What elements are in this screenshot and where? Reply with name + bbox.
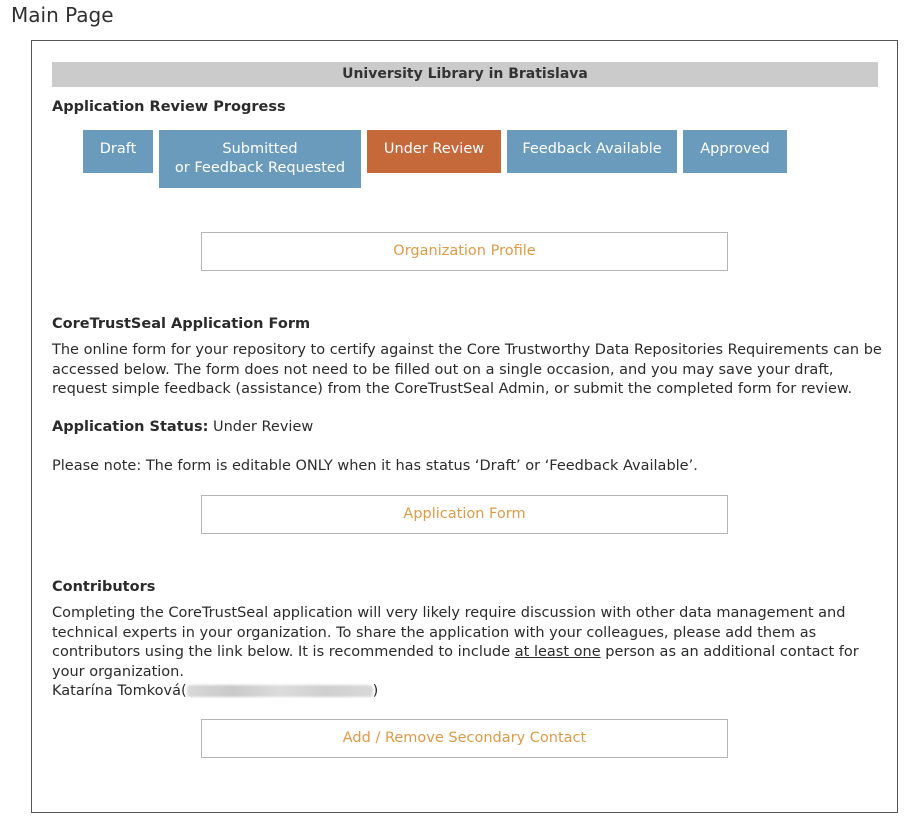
organization-banner: University Library in Bratislava bbox=[52, 62, 878, 87]
status-value: Under Review bbox=[208, 419, 314, 435]
progress-title: Application Review Progress bbox=[52, 99, 286, 115]
at-least-one-text: at least one bbox=[514, 644, 601, 660]
progress-step-submitted[interactable] bbox=[159, 130, 361, 188]
progress-step-label: Draft bbox=[99, 141, 137, 157]
editable-note: Please note: The form is editable ONLY when it has status ‘Draft’ or ‘Feedback Available’. bbox=[52, 458, 698, 474]
progress-step-label: Under Review bbox=[383, 141, 485, 157]
contributors-description bbox=[52, 604, 882, 682]
application-form-link[interactable]: Application Form bbox=[201, 495, 728, 534]
page-title: Main Page bbox=[11, 3, 114, 27]
organization-profile-link[interactable]: Organization Profile bbox=[201, 232, 728, 271]
contributors-text: Completing the CoreTrustSeal application will very likely require discussion with other data management and technical experts in your organization. To share the application with your colleagues, please add them as contributors using the link below. It is recommended to include bbox=[52, 605, 846, 660]
application-form-title: CoreTrustSeal Application Form bbox=[52, 316, 311, 332]
application-status bbox=[52, 419, 313, 435]
progress-step-approved[interactable] bbox=[683, 130, 787, 173]
progress-step-label: Approved bbox=[700, 141, 770, 157]
secondary-contact-link[interactable]: Add / Remove Secondary Contact bbox=[201, 719, 728, 758]
progress-step-label: Submitted bbox=[222, 141, 298, 157]
status-label: Application Status: bbox=[52, 419, 209, 435]
progress-step-under-review[interactable] bbox=[367, 130, 501, 173]
contributor-name: Katarína Tomková bbox=[52, 683, 181, 699]
main-panel bbox=[31, 40, 898, 813]
progress-step-label: Feedback Available bbox=[522, 141, 662, 157]
progress-step-draft[interactable] bbox=[83, 130, 153, 173]
contributors-title: Contributors bbox=[52, 579, 156, 595]
contributor-entry bbox=[52, 682, 882, 702]
progress-step-feedback-available[interactable] bbox=[507, 130, 677, 173]
application-description: The online form for your repository to certify against the Core Trustworthy Data Repositories Requirements can be accessed below. The form does not need to be filled out on a single occasion, and you may save your draft, request simple feedback (assistance) from the CoreTrustSeal Admin, or submit the completed form for review. bbox=[52, 342, 882, 397]
redacted-email bbox=[187, 685, 373, 697]
contributors-text: person as an additional contact for your organization. bbox=[52, 644, 859, 680]
contributor-paren-close: ) bbox=[372, 683, 379, 699]
contributor-paren-open: ( bbox=[181, 683, 187, 699]
progress-step-label: or Feedback Requested bbox=[174, 160, 346, 176]
